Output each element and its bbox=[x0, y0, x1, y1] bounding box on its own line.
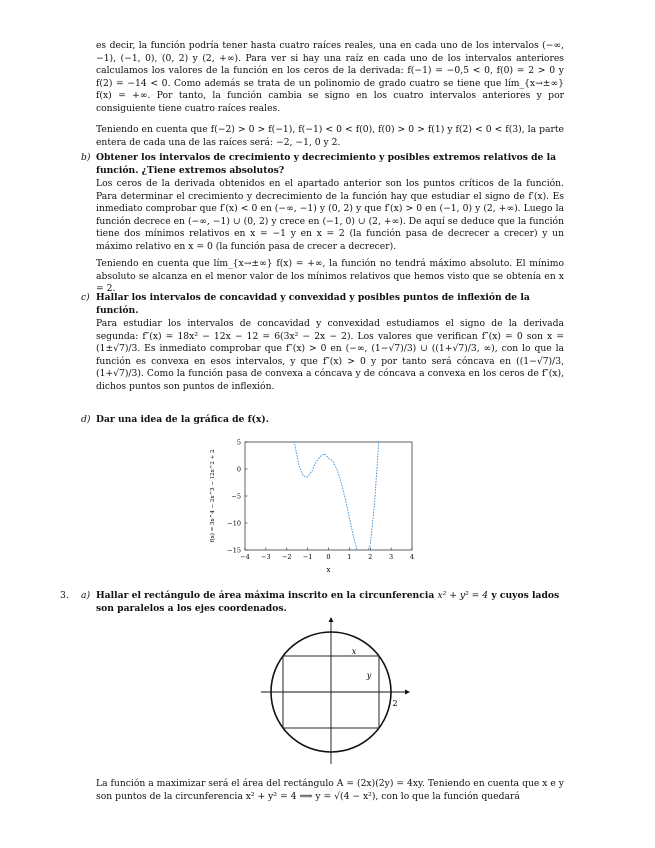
label-x: x bbox=[351, 647, 357, 656]
y-tick-label: −5 bbox=[231, 492, 241, 501]
paragraph-absolute-extrema: Teniendo en cuenta que lím_{x→±∞} f(x) = +∞, la función no tendrá máximo absoluto. El mínimo absoluto se alcanza en el menor valor de los mínimos relativos que hemos visto que se obtenía en x = 2. bbox=[96, 258, 564, 295]
x-tick-label: −4 bbox=[240, 553, 250, 561]
problem-3-title-equation: x² + y² = 4 bbox=[437, 590, 489, 601]
plot-x-label: x bbox=[326, 566, 331, 574]
x-tick-label: 0 bbox=[326, 553, 331, 561]
paragraph-monotonicity: Los ceros de la derivada obtenidos en el apartado anterior son los puntos críticos de la función. Para determinar el crecimiento y decrecimiento de la función hay que estudiar el signo de f′(x). Es inmediato comprobar que f′(x) < 0 en (−∞, −1) y (0, 2) y que f′(x) > 0 en (−1, 0) y (2, +∞). Luego la función decrece en (−∞, −1) ∪ (0, 2) y crece en (−1, 0) ∪ (2, +∞). De aquí se deduce que la función tiene dos mínimos relativos en x = −1 y en x = 2 (la función pasa de decrecer a crecer) y un máximo relativo en x = 0 (la función pasa de crecer a decrecer). bbox=[96, 178, 564, 252]
y-tick-label: −10 bbox=[227, 519, 241, 528]
x-tick-label: 4 bbox=[409, 553, 415, 561]
part-c-title bbox=[96, 292, 564, 317]
paragraph-area-function: La función a maximizar será el área del rectángulo A = (2x)(2y) = 4xy. Teniendo en cuenta que x e y son puntos de la circunferencia x² + y² = 4 ⟹ y = √(4 − x²), con lo que la función quedará bbox=[96, 778, 564, 802]
y-axis-arrow bbox=[329, 617, 334, 622]
x-tick-label: −3 bbox=[261, 553, 271, 561]
y-tick-label: −15 bbox=[227, 546, 241, 555]
paragraph-roots-intervals: es decir, la función podría tener hasta cuatro raíces reales, una en cada uno de los intervalos (−∞, −1), (−1, 0), (0, 2) y (2, +∞). Para ver si hay una raíz en cada uno de los intervalos anteriores calculamos los valores de la función en los ceros de la derivada: f(−1) = −0,5 < 0, f(0) = 2 > 0 y f(2) = −14 < 0. Como además se trata de un polinomio de grado cuatro se tiene que lím_{x→±∞} f(x) = +∞. Por tanto, la función cambia se signo en los cuatro intervalos anteriores y por consiguiente tiene cuatro raíces reales. bbox=[96, 40, 564, 114]
part-c-title-text: Hallar los intervalos de concavidad y convexidad y posibles puntos de inflexión de la función. bbox=[96, 292, 530, 316]
problem-3-title-post: y cuyos lados son paralelos a los ejes coordenados. bbox=[96, 590, 560, 614]
y-tick-label: 0 bbox=[236, 465, 241, 474]
part-b-title bbox=[96, 152, 564, 177]
problem-3-title-pre: Hallar el rectángulo de área máxima inscrito en la circunferencia bbox=[96, 590, 438, 601]
paragraph-concavity: Para estudiar los intervalos de concavidad y convexidad estudiamos el signo de la derivada segunda: f″(x) = 18x² − 12x − 12 = 6(3x² − 2x − 2). Los valores que verifican f″(x) = 0 son x = (1±√7)/3. Es inmediato comprobar que f″(x) > 0 en (−∞, (1−√7)/3) ∪ ((1+√7)/3, ∞), con lo que la función es convexa en esos intervalos, y que f″(x) > 0 y por tanto será cóncava en ((1−√7)/3, (1+√7)/3). Como la función pasa de convexa a cóncava y de cóncava a convexa en los ceros de f″(x), dichos puntos son puntos de inflexión. bbox=[96, 318, 564, 392]
label-radius: 2 bbox=[392, 699, 398, 708]
part-b-marker: b) bbox=[81, 152, 91, 163]
part-b-title-text: Obtener los intervalos de crecimiento y decrecimiento y posibles extremos relativos de la función. ¿Tiene extremos absolutos? bbox=[96, 152, 557, 176]
inscribed-rectangle-figure bbox=[255, 616, 410, 771]
problem-3-number: 3. bbox=[60, 590, 69, 601]
part-c-marker: c) bbox=[81, 292, 90, 303]
x-tick-label: 2 bbox=[368, 553, 373, 561]
x-axis-arrow bbox=[405, 690, 410, 695]
x-tick-label: 3 bbox=[389, 553, 394, 561]
plot-y-label: f(x) = 3x^4 − 2x^3 − 12x^2 + 2 bbox=[210, 449, 216, 543]
part-d-marker: d) bbox=[81, 414, 91, 425]
y-tick-label: 5 bbox=[236, 438, 241, 447]
paragraph-integer-parts: Teniendo en cuenta que f(−2) > 0 > f(−1), f(−1) < 0 < f(0), f(0) > 0 > f(1) y f(2) < 0 < f(3), la parte entera de cada una de las raíces será: −2, −1, 0 y 2. bbox=[96, 124, 564, 148]
function-graph bbox=[200, 436, 425, 579]
plot-series-line bbox=[287, 436, 387, 559]
x-tick-label: −1 bbox=[302, 553, 313, 561]
problem-3-title bbox=[96, 590, 564, 615]
problem-3-part-a-marker: a) bbox=[81, 590, 91, 601]
x-tick-label: −2 bbox=[281, 553, 292, 561]
label-y: y bbox=[366, 671, 372, 680]
part-d-title-text: Dar una idea de la gráfica de f(x). bbox=[96, 414, 269, 425]
part-d-title bbox=[96, 414, 564, 427]
x-tick-label: 1 bbox=[347, 553, 352, 561]
